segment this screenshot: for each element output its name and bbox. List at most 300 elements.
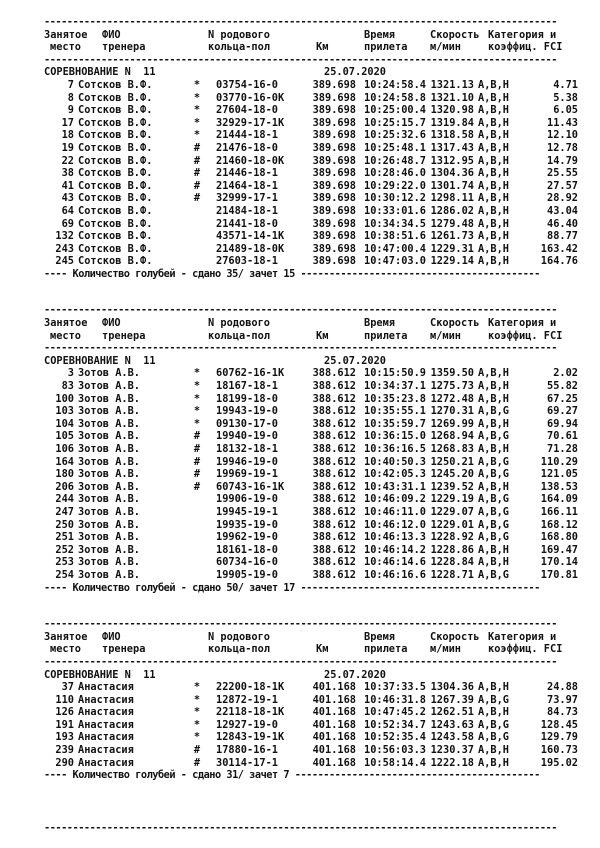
cell-category: A,B,G — [478, 693, 509, 706]
cell-mark — [190, 218, 204, 231]
cell-arrival-time: 10:46:13.3 — [364, 531, 426, 544]
hdr-category: Категория и — [488, 630, 557, 643]
cell-mark: # — [193, 192, 201, 205]
cell-fci-coefficient: 6.05 — [553, 104, 578, 117]
cell-trainer: Зотов А.В. — [78, 556, 140, 569]
hdr-time-2: прилета — [364, 643, 408, 656]
cell-ring-number: 30114-17-1 — [216, 756, 278, 769]
cell-place: 250 — [55, 518, 74, 531]
cell-category: A,B,G — [478, 718, 509, 731]
cell-distance-km: 388.612 — [312, 468, 356, 481]
cell-fci-coefficient: 27.57 — [547, 179, 578, 192]
cell-trainer: Зотов А.В. — [78, 468, 140, 481]
cell-distance-km: 389.698 — [312, 167, 356, 180]
cell-speed: 1243.63 — [430, 718, 474, 731]
cell-fci-coefficient: 2.02 — [553, 367, 578, 380]
cell-distance-km: 389.698 — [312, 204, 356, 217]
table-row — [44, 129, 584, 142]
cell-speed: 1262.51 — [430, 706, 474, 719]
table-row — [44, 706, 584, 719]
table-row — [44, 393, 584, 406]
hdr-speed-2: м/мин — [430, 41, 461, 54]
cell-distance-km: 388.612 — [312, 443, 356, 455]
table-row — [44, 544, 584, 557]
cell-arrival-time: 10:42:05.3 — [364, 468, 426, 481]
table-row — [44, 405, 584, 418]
cell-fci-coefficient: 129.79 — [540, 731, 578, 744]
table-row — [44, 468, 584, 481]
cell-mark: # — [193, 154, 201, 167]
cell-trainer: Зотов А.В. — [78, 367, 140, 380]
cell-arrival-time: 10:47:45.2 — [364, 706, 426, 719]
cell-mark — [190, 506, 204, 519]
cell-speed: 1359.50 — [430, 367, 474, 380]
table-row — [44, 92, 584, 105]
cell-trainer: Зотов А.В. — [78, 480, 140, 493]
cell-mark: # — [193, 430, 201, 443]
cell-arrival-time: 10:29:22.0 — [364, 179, 426, 192]
table-row — [44, 205, 584, 218]
competition-title: СОРЕВНОВАНИЕ N 11 — [44, 354, 156, 367]
competition-title: СОРЕВНОВАНИЕ N 11 — [44, 668, 156, 681]
cell-speed: 1222.18 — [430, 756, 474, 769]
cell-mark: * — [193, 129, 201, 142]
cell-ring-number: 22118-18-1К — [216, 706, 285, 719]
cell-trainer: Сотсков В.Ф. — [78, 255, 153, 268]
cell-fci-coefficient: 168.12 — [540, 518, 578, 531]
cell-speed: 1229.01 — [430, 518, 474, 531]
cell-mark: # — [193, 167, 201, 180]
hdr-ring-2: кольца-пол — [208, 643, 270, 656]
table-row — [44, 556, 584, 569]
cell-arrival-time: 10:15:50.9 — [364, 367, 426, 380]
cell-mark: # — [193, 179, 201, 192]
cell-distance-km: 388.612 — [312, 380, 356, 393]
header-line-1 — [44, 317, 584, 330]
cell-ring-number: 22200-18-1К — [216, 681, 285, 694]
cell-speed: 1279.48 — [430, 217, 474, 230]
cell-fci-coefficient: 4.71 — [553, 78, 578, 91]
cell-speed: 1245.20 — [430, 468, 474, 481]
hdr-fio-2: тренера — [102, 41, 146, 54]
cell-ring-number: 21441-18-0 — [216, 217, 278, 230]
cell-ring-number: 18132-18-1 — [216, 443, 278, 455]
cell-distance-km: 388.612 — [312, 505, 356, 518]
cell-trainer: Сотсков В.Ф. — [78, 91, 153, 104]
cell-fci-coefficient: 138.53 — [540, 480, 578, 493]
cell-speed: 1272.48 — [430, 392, 474, 405]
cell-mark: * — [193, 78, 201, 91]
cell-trainer: Анастасия — [78, 681, 134, 694]
cell-speed: 1304.36 — [430, 167, 474, 180]
cell-fci-coefficient: 170.81 — [540, 568, 578, 581]
cell-category: A,B,G — [478, 531, 509, 544]
cell-mark: * — [193, 718, 201, 731]
cell-ring-number: 12872-19-1 — [216, 693, 278, 706]
cell-place: 180 — [55, 468, 74, 481]
cell-distance-km: 389.698 — [312, 242, 356, 255]
cell-category: A,B,H — [478, 217, 509, 230]
cell-ring-number: 19946-19-0 — [216, 455, 278, 468]
cell-fci-coefficient: 128.45 — [540, 718, 578, 731]
cell-mark: * — [193, 367, 201, 380]
rule: ------------------------------------------------------------------------------------------ — [44, 655, 557, 668]
cell-category: A,B,G — [478, 731, 509, 744]
cell-arrival-time: 10:35:23.8 — [364, 392, 426, 405]
cell-speed: 1286.02 — [430, 204, 474, 217]
cell-fci-coefficient: 88.77 — [547, 230, 578, 243]
cell-speed: 1321.10 — [430, 91, 474, 104]
cell-arrival-time: 10:30:12.2 — [364, 192, 426, 205]
cell-arrival-time: 10:46:14.6 — [364, 556, 426, 569]
header-line-1 — [44, 29, 584, 42]
cell-fci-coefficient: 70.61 — [547, 430, 578, 443]
cell-fci-coefficient: 5.38 — [553, 91, 578, 104]
cell-arrival-time: 10:47:03.0 — [364, 255, 426, 268]
cell-arrival-time: 10:25:00.4 — [364, 104, 426, 117]
table-row — [44, 731, 584, 744]
section-3 — [44, 618, 584, 782]
cell-place: 239 — [55, 744, 74, 757]
cell-distance-km: 388.612 — [312, 518, 356, 531]
cell-arrival-time: 10:25:32.6 — [364, 129, 426, 142]
cell-distance-km: 389.698 — [312, 78, 356, 91]
cell-category: A,B,H — [478, 204, 509, 217]
cell-category: A,B,H — [478, 141, 509, 154]
cell-place: 193 — [55, 731, 74, 744]
rule: ------------------------------------------------------------------------------------------ — [44, 618, 557, 631]
cell-speed: 1228.92 — [430, 531, 474, 544]
cell-distance-km: 388.612 — [312, 392, 356, 405]
table-row — [44, 104, 584, 117]
cell-trainer: Сотсков В.Ф. — [78, 104, 153, 117]
cell-fci-coefficient: 195.02 — [540, 756, 578, 769]
cell-speed: 1321.13 — [430, 78, 474, 91]
cell-category: A,B,H — [478, 417, 509, 430]
cell-category: A,B,H — [478, 380, 509, 393]
header-line-2 — [44, 41, 584, 54]
cell-mark: # — [193, 141, 201, 154]
table-row — [44, 744, 584, 757]
cell-speed: 1229.14 — [430, 255, 474, 268]
hdr-time: Время — [364, 28, 395, 41]
section-1 — [44, 16, 584, 280]
cell-arrival-time: 10:58:14.4 — [364, 756, 426, 769]
cell-category: A,B,H — [478, 443, 509, 455]
competition-line — [44, 66, 584, 79]
cell-arrival-time: 10:36:16.5 — [364, 443, 426, 455]
cell-distance-km: 401.168 — [312, 744, 356, 757]
rule: ------------------------------------------------------------------------------------------ — [44, 342, 557, 355]
hdr-place: Занятое — [44, 630, 88, 643]
table-row — [44, 430, 584, 443]
hdr-place-2: место — [50, 41, 81, 54]
cell-place: 18 — [61, 129, 74, 142]
cell-fci-coefficient: 84.73 — [547, 706, 578, 719]
cell-place: 38 — [61, 167, 74, 180]
cell-arrival-time: 10:52:34.7 — [364, 718, 426, 731]
cell-trainer: Сотсков В.Ф. — [78, 230, 153, 243]
cell-place: 3 — [67, 367, 74, 380]
cell-distance-km: 389.698 — [312, 141, 356, 154]
cell-ring-number: 19945-19-1 — [216, 505, 278, 518]
cell-trainer: Зотов А.В. — [78, 505, 140, 518]
cell-mark: * — [193, 405, 201, 418]
table-row — [44, 180, 584, 193]
cell-speed: 1229.19 — [430, 493, 474, 506]
results-document — [44, 16, 584, 834]
cell-distance-km: 401.168 — [312, 706, 356, 719]
cell-ring-number: 32929-17-1К — [216, 116, 285, 129]
hdr-km: Км — [316, 41, 329, 54]
cell-place: 43 — [61, 192, 74, 205]
cell-ring-number: 12927-19-0 — [216, 718, 278, 731]
cell-ring-number: 12843-19-1К — [216, 731, 285, 744]
cell-place: 22 — [61, 154, 74, 167]
cell-category: A,B,H — [478, 706, 509, 719]
cell-mark — [190, 569, 204, 582]
cell-mark: * — [193, 116, 201, 129]
cell-category: A,B,H — [478, 480, 509, 493]
cell-trainer: Зотов А.В. — [78, 405, 140, 418]
hdr-km: Км — [316, 329, 329, 342]
cell-trainer: Зотов А.В. — [78, 531, 140, 544]
table-row — [44, 255, 584, 268]
cell-category: A,B,H — [478, 167, 509, 180]
cell-place: 126 — [55, 706, 74, 719]
cell-mark: * — [193, 731, 201, 744]
cell-category: A,B,H — [478, 681, 509, 694]
cell-ring-number: 21446-18-1 — [216, 167, 278, 180]
cell-fci-coefficient: 110.29 — [540, 455, 578, 468]
section-2 — [44, 304, 584, 594]
cell-distance-km: 388.612 — [312, 367, 356, 380]
cell-distance-km: 389.698 — [312, 154, 356, 167]
cell-distance-km: 388.612 — [312, 568, 356, 581]
cell-distance-km: 388.612 — [312, 556, 356, 569]
cell-place: 83 — [61, 380, 74, 393]
cell-ring-number: 09130-17-0 — [216, 417, 278, 430]
hdr-place: Занятое — [44, 28, 88, 41]
cell-arrival-time: 10:28:46.0 — [364, 167, 426, 180]
cell-place: 191 — [55, 718, 74, 731]
table-row — [44, 519, 584, 532]
cell-ring-number: 43571-14-1К — [216, 230, 285, 243]
cell-trainer: Зотов А.В. — [78, 417, 140, 430]
cell-distance-km: 401.168 — [312, 731, 356, 744]
cell-arrival-time: 10:26:48.7 — [364, 154, 426, 167]
cell-mark — [190, 556, 204, 569]
cell-fci-coefficient: 12.78 — [547, 141, 578, 154]
cell-distance-km: 389.698 — [312, 91, 356, 104]
cell-distance-km: 388.612 — [312, 531, 356, 544]
cell-place: 17 — [61, 116, 74, 129]
cell-place: 254 — [55, 568, 74, 581]
table-row — [44, 380, 584, 393]
hdr-fio: ФИО — [102, 28, 121, 41]
cell-speed: 1267.39 — [430, 693, 474, 706]
cell-trainer: Анастасия — [78, 756, 134, 769]
table-row — [44, 117, 584, 130]
cell-arrival-time: 10:47:00.4 — [364, 242, 426, 255]
cell-trainer: Сотсков В.Ф. — [78, 179, 153, 192]
cell-ring-number: 60734-16-0 — [216, 556, 278, 569]
cell-fci-coefficient: 73.97 — [547, 693, 578, 706]
table-row — [44, 443, 584, 456]
cell-arrival-time: 10:24:58.8 — [364, 91, 426, 104]
table-row — [44, 681, 584, 694]
cell-ring-number: 18161-18-0 — [216, 543, 278, 556]
cell-place: 206 — [55, 480, 74, 493]
cell-category: A,B,H — [478, 154, 509, 167]
cell-mark: * — [193, 392, 201, 405]
cell-mark — [190, 230, 204, 243]
cell-place: 64 — [61, 204, 74, 217]
table-row — [44, 230, 584, 243]
cell-ring-number: 27603-18-1 — [216, 255, 278, 268]
cell-distance-km: 389.698 — [312, 129, 356, 142]
cell-fci-coefficient: 160.73 — [540, 744, 578, 757]
cell-category: A,B,G — [478, 455, 509, 468]
cell-trainer: Зотов А.В. — [78, 392, 140, 405]
cell-arrival-time: 10:24:58.4 — [364, 78, 426, 91]
cell-speed: 1318.58 — [430, 129, 474, 142]
hdr-category-2: коэффиц. FCI — [488, 643, 563, 656]
cell-speed: 1243.58 — [430, 731, 474, 744]
cell-speed: 1228.84 — [430, 556, 474, 569]
cell-arrival-time: 10:40:50.3 — [364, 455, 426, 468]
cell-fci-coefficient: 11.43 — [547, 116, 578, 129]
cell-distance-km: 388.612 — [312, 455, 356, 468]
cell-arrival-time: 10:46:09.2 — [364, 493, 426, 506]
rule: ------------------------------------------------------------------------------------------ — [44, 16, 557, 28]
hdr-place-2: место — [50, 643, 81, 656]
cell-place: 110 — [55, 693, 74, 706]
cell-fci-coefficient: 164.76 — [540, 255, 578, 268]
cell-fci-coefficient: 14.79 — [547, 154, 578, 167]
hdr-time-2: прилета — [364, 329, 408, 342]
cell-speed: 1250.21 — [430, 455, 474, 468]
cell-arrival-time: 10:25:48.1 — [364, 141, 426, 154]
cell-ring-number: 21460-18-0К — [216, 154, 285, 167]
cell-trainer: Зотов А.В. — [78, 518, 140, 531]
cell-place: 245 — [55, 255, 74, 268]
cell-category: A,B,H — [478, 78, 509, 91]
cell-arrival-time: 10:52:35.4 — [364, 731, 426, 744]
cell-arrival-time: 10:38:51.6 — [364, 230, 426, 243]
hdr-fio-2: тренера — [102, 643, 146, 656]
table-row — [44, 218, 584, 231]
cell-ring-number: 60743-16-1К — [216, 480, 285, 493]
cell-arrival-time: 10:46:11.0 — [364, 505, 426, 518]
hdr-fio: ФИО — [102, 317, 121, 330]
hdr-speed: Скорость — [430, 28, 480, 41]
cell-fci-coefficient: 168.80 — [540, 531, 578, 544]
cell-category: A,B,H — [478, 116, 509, 129]
section-footer: ---- Количество голубей - сдано 50/ зачет 17 ------------------------------------------ — [44, 581, 540, 594]
cell-mark — [190, 531, 204, 544]
cell-distance-km: 388.612 — [312, 543, 356, 556]
cell-category: A,B,H — [478, 230, 509, 243]
cell-ring-number: 18199-18-0 — [216, 392, 278, 405]
table-row — [44, 167, 584, 180]
cell-distance-km: 401.168 — [312, 718, 356, 731]
cell-fci-coefficient: 169.47 — [540, 543, 578, 556]
cell-trainer: Анастасия — [78, 731, 134, 744]
cell-place: 8 — [67, 91, 74, 104]
table-row — [44, 418, 584, 431]
cell-trainer: Сотсков В.Ф. — [78, 204, 153, 217]
header-line-2 — [44, 643, 584, 656]
cell-ring-number: 03770-16-0К — [216, 91, 285, 104]
cell-speed: 1312.95 — [430, 154, 474, 167]
cell-speed: 1320.98 — [430, 104, 474, 117]
competition-date: 25.07.2020 — [324, 354, 386, 367]
cell-category: A,B,H — [478, 756, 509, 769]
cell-category: A,B,H — [478, 129, 509, 142]
cell-speed: 1230.37 — [430, 744, 474, 757]
cell-trainer: Сотсков В.Ф. — [78, 129, 153, 142]
cell-arrival-time: 10:25:15.7 — [364, 116, 426, 129]
cell-fci-coefficient: 69.27 — [547, 405, 578, 418]
cell-trainer: Сотсков В.Ф. — [78, 242, 153, 255]
hdr-place: Занятое — [44, 317, 88, 330]
cell-category: A,B,G — [478, 568, 509, 581]
cell-place: 103 — [55, 405, 74, 418]
cell-trainer: Зотов А.В. — [78, 543, 140, 556]
cell-distance-km: 389.698 — [312, 104, 356, 117]
table-row — [44, 531, 584, 544]
table-row — [44, 79, 584, 92]
cell-arrival-time: 10:43:31.1 — [364, 480, 426, 493]
cell-place: 243 — [55, 242, 74, 255]
cell-trainer: Сотсков В.Ф. — [78, 217, 153, 230]
cell-mark: * — [193, 91, 201, 104]
cell-mark: # — [193, 744, 201, 757]
table-row — [44, 192, 584, 205]
cell-category: A,B,G — [478, 505, 509, 518]
cell-mark: # — [193, 480, 201, 493]
cell-mark — [190, 493, 204, 506]
cell-speed: 1268.83 — [430, 443, 474, 455]
cell-mark: * — [193, 104, 201, 117]
cell-mark — [190, 544, 204, 557]
cell-mark: # — [193, 455, 201, 468]
table-row — [44, 481, 584, 494]
table-row — [44, 719, 584, 732]
cell-arrival-time: 10:46:16.6 — [364, 568, 426, 581]
cell-mark — [190, 255, 204, 268]
hdr-ring-2: кольца-пол — [208, 329, 270, 342]
cell-category: A,B,G — [478, 468, 509, 481]
cell-place: 106 — [55, 443, 74, 455]
cell-arrival-time: 10:46:31.8 — [364, 693, 426, 706]
cell-place: 69 — [61, 217, 74, 230]
cell-arrival-time: 10:33:01.6 — [364, 204, 426, 217]
cell-trainer: Сотсков В.Ф. — [78, 167, 153, 180]
table-row — [44, 155, 584, 168]
cell-distance-km: 388.612 — [312, 430, 356, 443]
cell-speed: 1317.43 — [430, 141, 474, 154]
cell-mark: # — [193, 443, 201, 455]
cell-category: A,B,H — [478, 556, 509, 569]
cell-place: 251 — [55, 531, 74, 544]
cell-place: 164 — [55, 455, 74, 468]
cell-ring-number: 21476-18-0 — [216, 141, 278, 154]
cell-ring-number: 27604-18-0 — [216, 104, 278, 117]
cell-ring-number: 18167-18-1 — [216, 380, 278, 393]
cell-place: 37 — [61, 681, 74, 694]
